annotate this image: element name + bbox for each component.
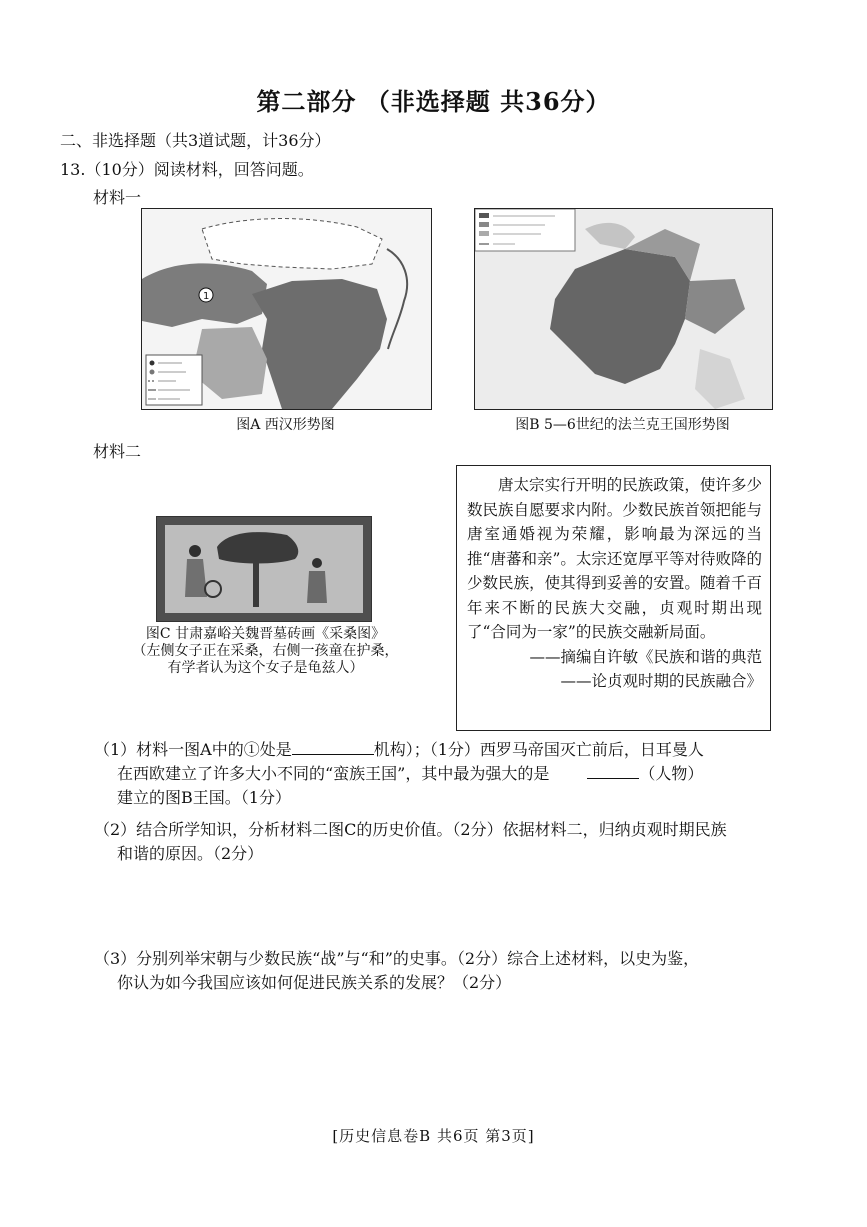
- subquestion-1-line-2: [94, 762, 794, 786]
- subquestion-1-text-c: 在西欧建立了许多大小不同的“蛮族王国”，其中最为强大的是: [117, 764, 550, 783]
- western-han-map: [141, 208, 432, 410]
- frankish-kingdom-map: [474, 208, 773, 410]
- frankish-kingdom-map-drawing: [475, 209, 772, 409]
- section-heading: 二、非选择题（共3道试题，计36分）: [60, 131, 331, 150]
- material-2-label: 材料二: [93, 442, 142, 461]
- subquestion-1-text-d: （人物）: [639, 764, 704, 783]
- answer-blank-2[interactable]: [587, 764, 639, 779]
- figure-c-caption: [108, 626, 423, 677]
- subquestion-1-line-1: [94, 738, 794, 762]
- figure-a-caption: 图A 西汉形势图: [236, 417, 335, 433]
- subquestion-1: [94, 738, 794, 810]
- subquestion-3-line-1: （3）分别列举宋朝与少数民族“战”与“和”的史事。（2分）综合上述材料，以史为鉴，: [94, 949, 700, 968]
- page-footer: [历史信息卷B 共6页 第3页]: [332, 1127, 535, 1145]
- subquestion-1-text-b: 机构）；（1分）西罗马帝国灭亡前后，日耳曼人: [373, 740, 704, 759]
- subquestion-3: [94, 947, 794, 995]
- brick-painting-drawing: [157, 517, 371, 621]
- subquestion-2: [94, 818, 794, 866]
- material-2-source-line-2: ——论贞观时期的民族融合》: [560, 672, 762, 690]
- svg-text:1: 1: [203, 291, 210, 302]
- subquestion-1-text-e: 建立的图B王国。（1分）: [117, 788, 291, 807]
- subquestion-1-text-a: （1）材料一图A中的①处是: [94, 740, 292, 759]
- material-2-source-line-1: ——摘编自许敏《民族和谐的典范: [529, 647, 762, 666]
- figure-c-caption-line-1: 图C 甘肃嘉峪关魏晋墓砖画《采桑图》: [145, 626, 386, 642]
- material-1-label: 材料一: [93, 188, 142, 207]
- brick-painting-image: [156, 516, 372, 622]
- question-13-stem: 13.（10分）阅读材料，回答问题。: [60, 160, 314, 179]
- subquestion-2-line-2: 和谐的原因。（2分）: [117, 844, 264, 863]
- answer-blank-1[interactable]: [292, 740, 374, 755]
- figure-c-caption-line-3: 有学者认为这个女子是龟兹人）: [167, 660, 364, 676]
- western-han-map-drawing: [142, 209, 431, 409]
- page-title: 第二部分 （非选择题 共36分）: [256, 87, 611, 116]
- figure-b-caption: 图B 5—6世纪的法兰克王国形势图: [515, 417, 730, 433]
- figure-c-caption-line-2: （左侧女子正在采桑，右侧一孩童在护桑，: [132, 643, 399, 659]
- subquestion-2-line-1: （2）结合所学知识，分析材料二图C的历史价值。（2分）依据材料二，归纳贞观时期民族: [94, 820, 727, 839]
- material-2-body: 唐太宗实行开明的民族政策，使许多少数民族自愿要求内附。少数民族首领把能与唐室通婚视为荣耀，影响最为深远的当推“唐蕃和亲”。太宗还宽厚平等对待败降的少数民族，使其得到妥善的安置。随着千百年来不断的民族大交融，贞观时期出现了“合同为一家”的民族交融新局面。: [467, 476, 762, 641]
- material-2-text-box: [456, 465, 771, 731]
- subquestion-3-line-2: 你认为如今我国应该如何促进民族关系的发展？（2分）: [117, 973, 512, 992]
